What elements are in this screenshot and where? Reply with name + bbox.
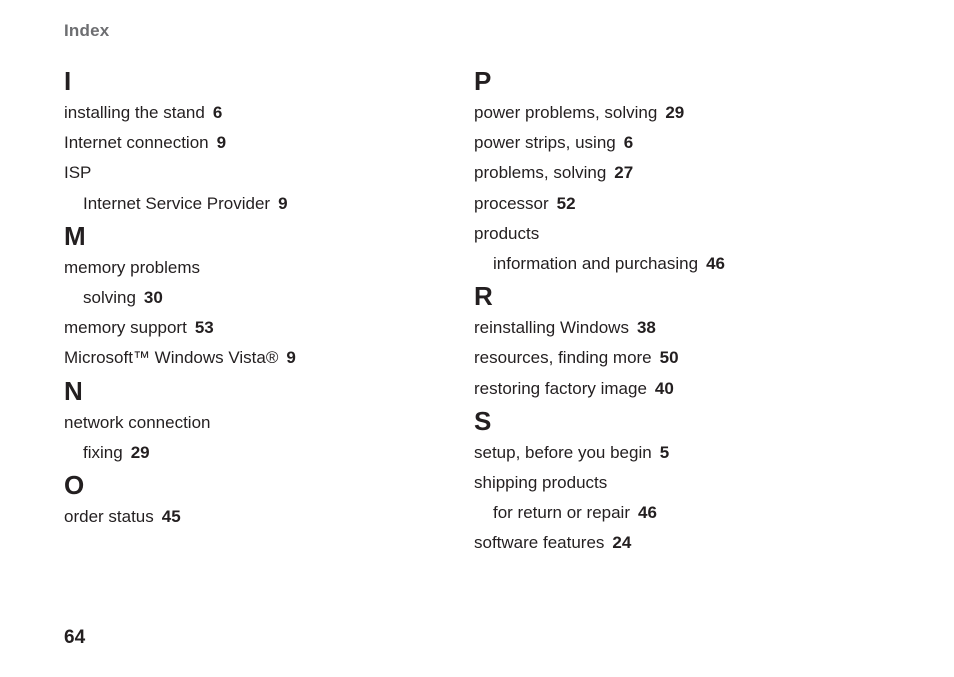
entry-page: 38 (636, 318, 656, 338)
index-section-p (474, 64, 854, 279)
entry-term: resources, finding more (474, 348, 652, 368)
entry-term: Internet connection (64, 133, 209, 153)
index-entry (64, 253, 444, 283)
index-section-n (64, 374, 444, 468)
entry-page: 27 (614, 163, 634, 183)
entry-page: 6 (623, 133, 634, 153)
running-head: Index (64, 21, 110, 40)
index-subentry (64, 283, 444, 313)
index-entry (64, 343, 444, 373)
section-letter: N (64, 375, 83, 406)
index-entry (474, 438, 854, 468)
index-entry (64, 128, 444, 158)
entry-page: 46 (706, 253, 725, 273)
entry-page: 24 (612, 533, 632, 553)
index-column-left (64, 64, 444, 532)
entry-term: software features (474, 533, 605, 553)
entry-term: fixing (83, 442, 123, 462)
index-section-i (64, 64, 444, 219)
entry-page: 30 (143, 287, 163, 307)
index-section-o (64, 468, 444, 532)
entry-page: 29 (665, 103, 685, 122)
entry-term: network connection (64, 412, 211, 432)
index-subentry (474, 498, 854, 528)
index-subentry (64, 189, 444, 219)
entry-term: for return or repair (493, 503, 630, 523)
index-entry (474, 468, 854, 498)
index-entry (474, 528, 854, 558)
index-entry (64, 98, 444, 128)
entry-term: ISP (64, 163, 92, 183)
section-letter: M (64, 220, 86, 251)
entry-page: 53 (194, 318, 214, 338)
entry-term: information and purchasing (493, 253, 699, 273)
entry-page: 9 (278, 193, 288, 213)
entry-term: setup, before you begin (474, 442, 652, 462)
section-letter: S (474, 405, 492, 436)
index-entry (64, 408, 444, 438)
index-entry (474, 128, 854, 158)
entry-term: restoring factory image (474, 378, 647, 398)
entry-page: 6 (212, 103, 223, 122)
entry-page: 9 (286, 348, 296, 368)
index-entry (64, 158, 444, 188)
index-entry (474, 374, 854, 404)
entry-term: memory problems (64, 257, 201, 277)
entry-page: 40 (654, 378, 674, 398)
index-entry (474, 343, 854, 373)
entry-term: Microsoft™ Windows Vista® (64, 348, 279, 368)
index-entry (64, 313, 444, 343)
entry-term: processor (474, 193, 549, 213)
index-section-m (64, 219, 444, 374)
index-subentry (64, 438, 444, 468)
entry-page: 50 (659, 348, 679, 368)
index-entry (474, 158, 854, 188)
section-letter: I (64, 66, 72, 96)
entry-page: 45 (161, 506, 181, 526)
entry-term: shipping products (474, 472, 608, 492)
entry-term: power problems, solving (474, 103, 658, 122)
section-letter: R (474, 281, 493, 312)
index-column-right (474, 64, 854, 558)
index-entry (474, 313, 854, 343)
index-entry (474, 98, 854, 128)
entry-page: 5 (659, 442, 670, 462)
index-entry (474, 189, 854, 219)
section-letter: O (64, 469, 85, 500)
section-letter: P (474, 66, 492, 96)
entry-term: solving (83, 287, 136, 307)
entry-term: problems, solving (474, 163, 607, 183)
index-section-r (474, 279, 854, 404)
entry-term: installing the stand (64, 103, 205, 122)
entry-page: 52 (556, 193, 576, 213)
index-section-s (474, 404, 854, 559)
entry-term: memory support (64, 318, 187, 338)
page-number: 64 (64, 627, 86, 648)
entry-page: 29 (130, 442, 150, 462)
index-entry (64, 502, 444, 532)
entry-page: 9 (216, 133, 227, 153)
index-subentry (474, 249, 854, 279)
entry-term: products (474, 223, 540, 243)
entry-term: power strips, using (474, 133, 616, 153)
index-entry (474, 219, 854, 249)
entry-term: order status (64, 506, 154, 526)
entry-term: reinstalling Windows (474, 318, 629, 338)
entry-term: Internet Service Provider (83, 193, 271, 213)
entry-page: 46 (638, 503, 657, 523)
